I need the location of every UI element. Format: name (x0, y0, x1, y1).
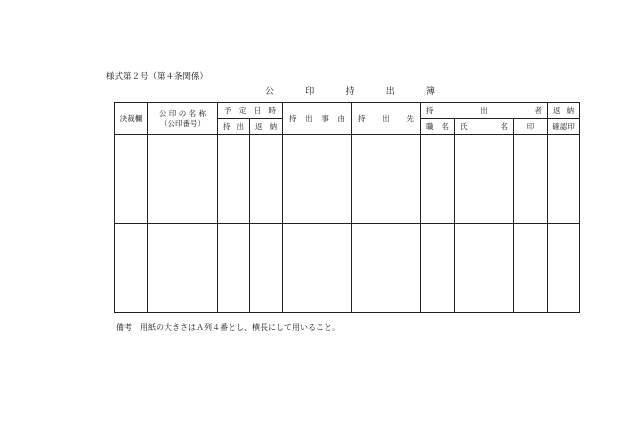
table-cell[interactable] (548, 135, 580, 224)
title-char: 公 (265, 87, 275, 97)
header-full-name-char: 氏 (460, 122, 468, 131)
header-seal-number-label: （公印番号） (160, 118, 205, 128)
remark (116, 322, 340, 333)
table-cell[interactable] (115, 135, 148, 224)
table-cell[interactable] (455, 224, 514, 313)
table-cell[interactable] (115, 224, 148, 313)
header-position-name-char: 職 (426, 122, 434, 131)
header-reason-char: 事 (321, 114, 329, 123)
table-cell[interactable] (218, 135, 250, 224)
header-reason-char: 出 (305, 114, 313, 123)
table-cell[interactable] (218, 224, 250, 313)
header-seal-name-label: 公 印 の 名 称 (158, 108, 207, 118)
header-confirm-seal: 確認印 (548, 119, 580, 135)
header-person-char: 出 (480, 106, 488, 115)
table-cell[interactable] (514, 135, 548, 224)
header-destination-char: 出 (382, 114, 390, 123)
header-return-check-char: 納 (566, 106, 575, 115)
header-destination (352, 103, 421, 135)
table-cell[interactable] (283, 224, 352, 313)
title-char: 出 (385, 87, 395, 97)
table-cell[interactable] (421, 135, 455, 224)
header-seal: 印 (514, 119, 548, 135)
table-cell[interactable] (421, 224, 455, 313)
table-cell[interactable] (352, 135, 421, 224)
header-approval: 決裁欄 (115, 103, 148, 135)
form-number: 様式第２号（第４条関係） (106, 72, 209, 82)
header-schedule-char: 日 (253, 106, 262, 115)
header-return-char: 返 (255, 122, 263, 131)
header-destination-char: 持 (358, 114, 366, 123)
header-takeout-char: 持 (223, 122, 231, 131)
header-reason-char: 持 (289, 114, 297, 123)
header-return-check (548, 103, 580, 119)
header-full-name-char: 名 (500, 122, 508, 131)
header-return (250, 119, 283, 135)
header-takeout (218, 119, 250, 135)
page-title (265, 84, 435, 97)
header-position-name (421, 119, 455, 135)
table-cell[interactable] (352, 224, 421, 313)
table-cell[interactable] (548, 224, 580, 313)
remark-text: 用紙の大きさはＡ列４番とし、横長にして用いること。 (140, 323, 340, 332)
table-cell[interactable] (250, 224, 283, 313)
title-char: 持 (345, 87, 355, 97)
header-person (421, 103, 548, 119)
table-cell[interactable] (283, 135, 352, 224)
header-reason (283, 103, 352, 135)
remark-label: 備考 (116, 323, 132, 332)
header-takeout-char: 出 (236, 122, 244, 131)
header-return-char: 納 (269, 122, 277, 131)
header-seal-name (148, 103, 218, 135)
header-position-name-char: 名 (441, 122, 449, 131)
header-person-char: 持 (426, 106, 434, 115)
table-row (115, 135, 580, 224)
header-person-char: 者 (534, 106, 543, 115)
title-char: 簿 (425, 87, 435, 97)
table-cell[interactable] (250, 135, 283, 224)
header-schedule-char: 定 (238, 106, 247, 115)
header-schedule-char: 時 (268, 106, 276, 115)
header-return-check-char: 返 (553, 106, 561, 115)
header-schedule-char: 予 (224, 106, 232, 115)
table-row (115, 224, 580, 313)
header-destination-char: 先 (406, 114, 414, 123)
seal-ledger-table (114, 102, 580, 313)
table-cell[interactable] (148, 224, 218, 313)
header-schedule (218, 103, 283, 119)
header-reason-char: 由 (337, 114, 345, 123)
header-full-name (455, 119, 514, 135)
title-char: 印 (305, 87, 315, 97)
table-cell[interactable] (514, 224, 548, 313)
table-cell[interactable] (148, 135, 218, 224)
table-cell[interactable] (455, 135, 514, 224)
